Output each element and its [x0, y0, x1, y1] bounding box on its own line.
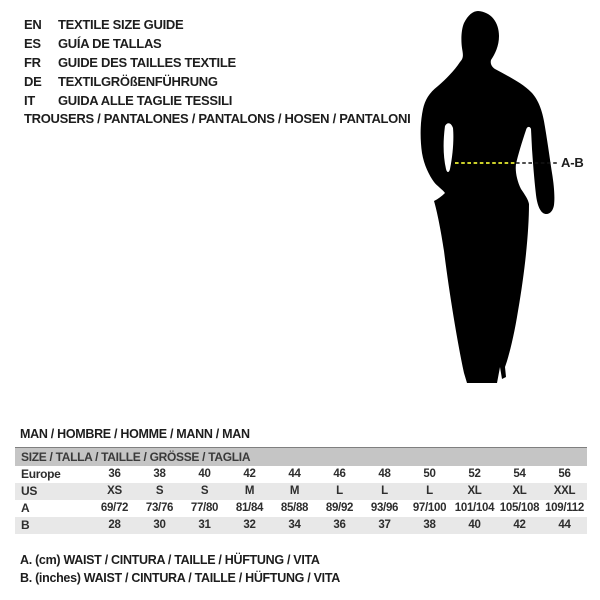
size-cell: 38: [423, 519, 436, 531]
language-code: ES: [24, 36, 41, 51]
size-cell: 56: [558, 468, 571, 480]
table-row-a-cm: [15, 500, 587, 517]
size-cell: M: [289, 485, 300, 497]
size-cell: 50: [423, 468, 436, 480]
language-title: TEXTILGRÖßENFÜHRUNG: [58, 74, 218, 89]
language-title: GUIDA ALLE TAGLIE TESSILI: [58, 93, 233, 108]
size-cell: 28: [108, 519, 121, 531]
size-cell: 32: [243, 519, 256, 531]
size-cell: 31: [198, 519, 211, 531]
man-silhouette: [398, 5, 568, 395]
category-title: TROUSERS / PANTALONES / PANTALONS / HOSEN / PANTALONI: [24, 111, 411, 126]
size-cell: L: [426, 485, 433, 497]
note-a-cm: A. (cm) WAIST / CINTURA / TAILLE / HÜFTUNG / VITA: [20, 553, 320, 567]
size-cell: 46: [333, 468, 346, 480]
size-cell: XL: [467, 485, 482, 497]
row-label: US: [21, 484, 38, 498]
size-cell: 34: [288, 519, 301, 531]
language-row: [24, 72, 236, 91]
language-code: FR: [24, 55, 41, 70]
size-table: [15, 447, 587, 534]
size-cell: 52: [468, 468, 481, 480]
language-list: [24, 15, 236, 110]
size-cell: 48: [378, 468, 391, 480]
size-cell: 36: [108, 468, 121, 480]
size-cell: 105/108: [499, 502, 540, 514]
size-cell: 93/96: [370, 502, 399, 514]
size-cell: 81/84: [235, 502, 264, 514]
waist-measure-label: A-B: [561, 155, 584, 170]
language-row: [24, 91, 236, 110]
size-table-header: SIZE / TALLA / TAILLE / GRÖSSE / TAGLIA: [15, 448, 587, 466]
language-row: [24, 15, 236, 34]
language-code: EN: [24, 17, 42, 32]
size-cell: 109/112: [545, 502, 584, 514]
size-cell: XS: [107, 485, 122, 497]
size-cell: 37: [378, 519, 391, 531]
measurement-notes: [20, 552, 340, 587]
size-cell: S: [155, 485, 164, 497]
size-cell: 44: [558, 519, 571, 531]
language-row: [24, 34, 236, 53]
size-cell: 36: [333, 519, 346, 531]
size-cell: 40: [198, 468, 211, 480]
size-cell: 89/92: [325, 502, 354, 514]
size-cell: L: [381, 485, 388, 497]
note-b-inches: B. (inches) WAIST / CINTURA / TAILLE / HÜFTUNG / VITA: [20, 570, 340, 585]
size-cell: 73/76: [145, 502, 174, 514]
size-cell: 69/72: [100, 502, 129, 514]
row-label: A: [21, 501, 30, 515]
size-cell: 30: [153, 519, 166, 531]
language-row: [24, 53, 236, 72]
size-cell: 101/104: [454, 502, 495, 514]
size-cell: 44: [288, 468, 301, 480]
table-row-us: [15, 483, 587, 500]
size-cell: XL: [512, 485, 527, 497]
size-cell: 38: [153, 468, 166, 480]
table-row-b-inches: [15, 517, 587, 534]
size-cell: L: [336, 485, 343, 497]
size-cell: 97/100: [412, 502, 447, 514]
language-title: GUÍA DE TALLAS: [58, 36, 162, 51]
size-cell: S: [200, 485, 209, 497]
language-code: IT: [24, 93, 35, 108]
size-cell: 85/88: [280, 502, 309, 514]
language-code: DE: [24, 74, 42, 89]
gender-title: MAN / HOMBRE / HOMME / MANN / MAN: [20, 427, 250, 441]
size-cell: M: [244, 485, 255, 497]
table-row-europe: [15, 466, 587, 483]
size-cell: 42: [513, 519, 526, 531]
size-cell: XXL: [553, 485, 576, 497]
language-title: TEXTILE SIZE GUIDE: [58, 17, 184, 32]
size-cell: 54: [513, 468, 526, 480]
row-label: B: [21, 518, 30, 532]
size-cell: 42: [243, 468, 256, 480]
size-cell: 77/80: [190, 502, 219, 514]
language-title: GUIDE DES TAILLES TEXTILE: [58, 55, 236, 70]
size-cell: 40: [468, 519, 481, 531]
row-label: Europe: [21, 467, 61, 481]
